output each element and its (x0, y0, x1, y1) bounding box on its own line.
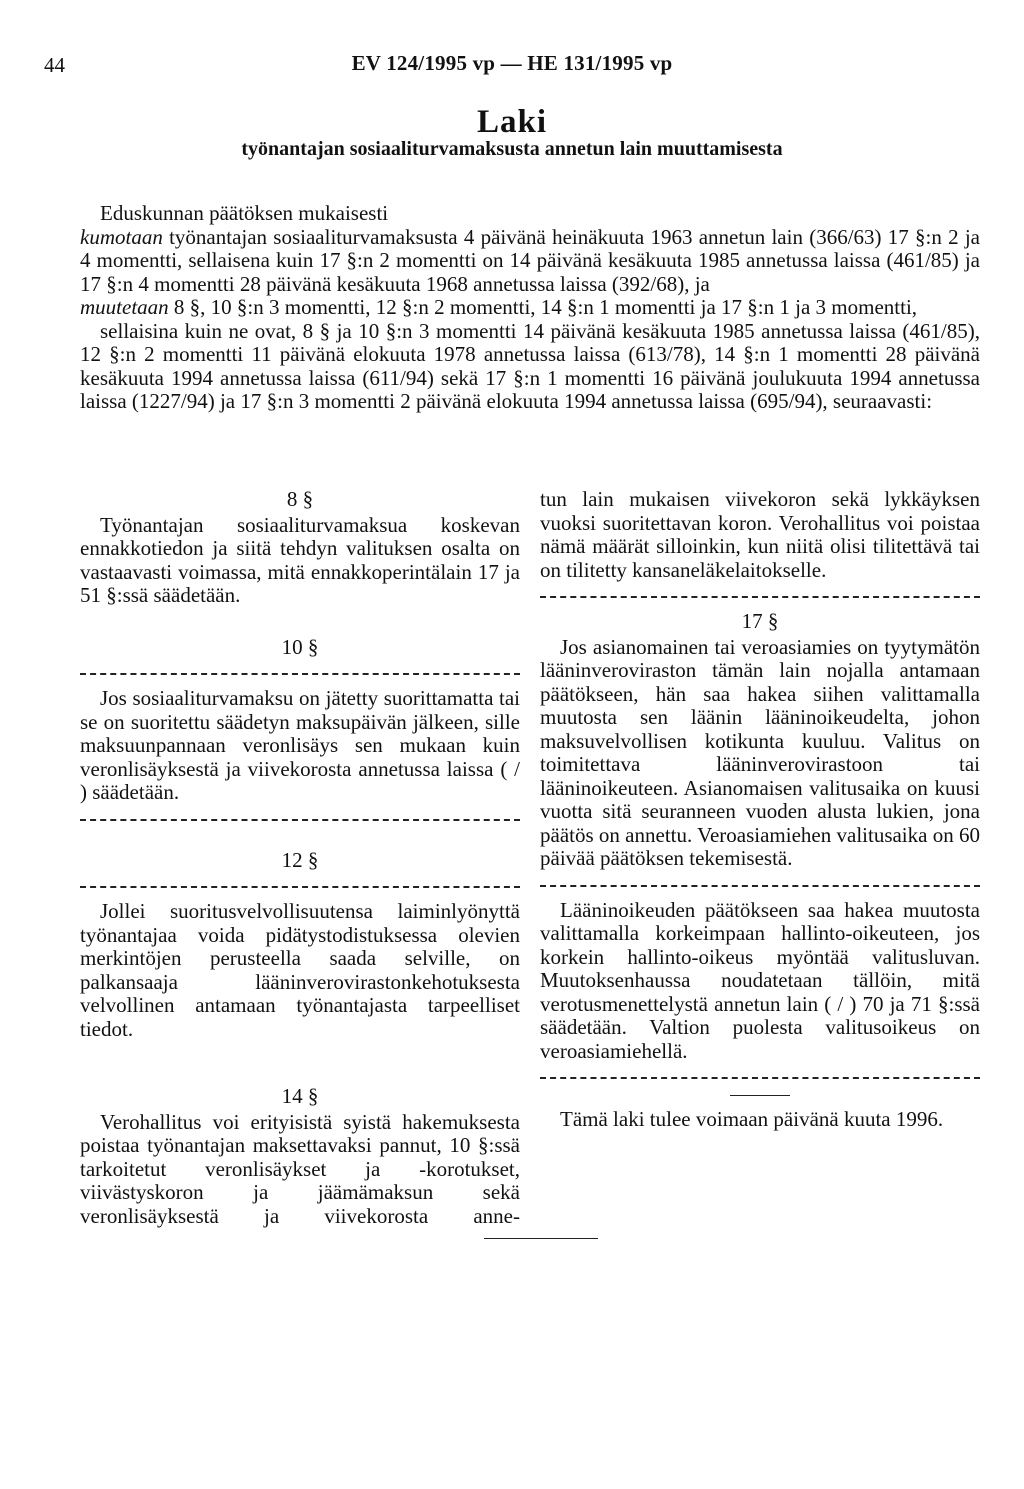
section-10-heading: 10 § (281, 634, 319, 659)
preamble-kumotaan (80, 226, 980, 297)
muutetaan-text: 8 §, 10 §:n 3 momentti, 12 §:n 2 momentti, 14 §:n 1 momentti ja 17 §:n 1 ja 3 momentti, (168, 295, 918, 319)
separator-rule (730, 1095, 790, 1096)
section-17-paragraph-1: Jos asianomainen tai veroasiamies on tyytymätön lääninveroviraston tämän lain nojalla antamaan päätökseen, hän saa hakea siihen valittamalla muutosta sen läänin lääninoikeudelta, johon maksuvelvollisen kotikunta kuuluu. Valitus on toimitettava lääninverovirastoon tai lääninoikeuteen. Asianomaisen valitusaika on kuusi vuotta sitä seuranneen vuoden alusta lukien, jona päätös on annettu. Veroasiamiehen valitusaika on 60 päivää päätöksen tekemisestä. (540, 634, 980, 870)
section-17-heading: 17 § (741, 609, 779, 633)
preamble-intro: Eduskunnan päätöksen mukaisesti (100, 201, 389, 225)
section-8-text: Työnantajan sosiaaliturvamaksua koskevan ennakkotiedon ja siitä tehdyn valituksen osalta on vastaavasti voimassa, mitä ennakkoperintälain 17 ja 51 §:ssä säädetään. (80, 512, 520, 607)
end-rule (484, 1238, 598, 1239)
omission-dashes (80, 886, 520, 888)
section-12-heading: 12 § (281, 847, 319, 872)
entry-into-force-text: Tämä laki tulee voimaan päivänä kuuta 1996. (560, 1107, 944, 1131)
section-8-heading: 8 § (286, 487, 314, 511)
omission-dashes (540, 885, 980, 887)
section-14-heading: 14 § (281, 1084, 319, 1108)
keyword-muutetaan: muutetaan (80, 295, 169, 319)
running-head: EV 124/1995 vp — HE 131/1995 vp (351, 51, 673, 75)
omission-dashes (540, 596, 980, 598)
section-14-text-part1: Verohallitus voi erityisistä syistä hakemuksesta poistaa työnantajan maksettavaksi pannut, 10 §:ssä tarkoitetut veronlisäykset ja -korotukset, viivästyskoron ja jäämämaksun sekä veronlisäyksestä ja viivekorosta anne- (80, 1109, 520, 1228)
preamble-sellaisina: sellaisina kuin ne ovat, 8 § ja 10 §:n 3 momentti 14 päivänä kesäkuuta 1985 annetussa laissa (461/85), 12 §:n 2 momentti 11 päivänä elokuuta 1978 annetussa laissa (613/78), 14 §:n 1 momentti 28 päivänä kesäkuuta 1994 annetussa laissa (611/94) sekä 17 §:n 1 momentti 16 päivänä joulukuuta 1994 annetussa laissa (1227/94) ja 17 §:n 3 momentti 2 päivänä elokuuta 1994 annetussa laissa (695/94), seuraavasti: (80, 318, 980, 413)
law-subtitle: työnantajan sosiaaliturvamaksusta annetun lain muuttamisesta (241, 138, 783, 160)
section-17-paragraph-3: Lääninoikeuden päätökseen saa hakea muutosta valittamalla korkeimpaan hallinto-oikeuteen, jos korkein hallinto-oikeus myöntää valitusluvan. Muutoksenhaussa noudatetaan tällöin, mitä verotusmenettelystä annetun lain ( / ) 70 ja 71 §:ssä säädetään. Valtion puolesta valitusoikeus on veroasiamiehellä. (540, 897, 980, 1063)
omission-dashes (80, 819, 520, 821)
law-title: Laki (476, 104, 548, 140)
keyword-kumotaan: kumotaan (80, 224, 163, 249)
right-column (540, 488, 980, 1132)
section-14-text-part2: tun lain mukaisen viivekoron sekä lykkäyksen vuoksi suoritettavan koron. Verohallitus voi poistaa nämä määrät silloinkin, kun niitä olisi tilitettävä tai on tilitetty kansaneläkelaitokselle. (540, 487, 980, 582)
kumotaan-text: työnantajan sosiaaliturvamaksusta 4 päivänä heinäkuuta 1963 annetun lain (366/63) 17 §:n 2 ja 4 momentti, sellaisena kuin 17 §:n 2 momentti on 14 päivänä kesäkuuta 1985 annetussa laissa (461/85) ja 17 §:n 4 momentti 28 päivänä kesäkuuta 1968 annetussa laissa (392/68), ja (80, 224, 980, 296)
preamble-muutetaan (80, 296, 980, 320)
left-column (80, 488, 520, 1228)
section-12-text: Jollei suoritusvelvollisuutensa laiminlyönyttä työnantajaa voida pidätystodistuksessa olevien merkintöjen perusteella saada selville, on palkansaaja lääninverovirastonkehotuksesta velvollinen antamaan työnantajasta tarpeelliset tiedot. (80, 899, 520, 1041)
page-number: 44 (44, 53, 65, 77)
omission-dashes (540, 1077, 980, 1079)
omission-dashes (80, 673, 520, 675)
section-10-text: Jos sosiaaliturvamaksu on jätetty suorittamatta tai se on suoritettu säädetyn maksupäivän jälkeen, sille maksuunpannaan veronlisäys sen mukaan kuin veronlisäyksestä ja viivekorosta annetussa laissa ( / ) säädetään. (80, 686, 520, 804)
preamble (80, 202, 980, 414)
